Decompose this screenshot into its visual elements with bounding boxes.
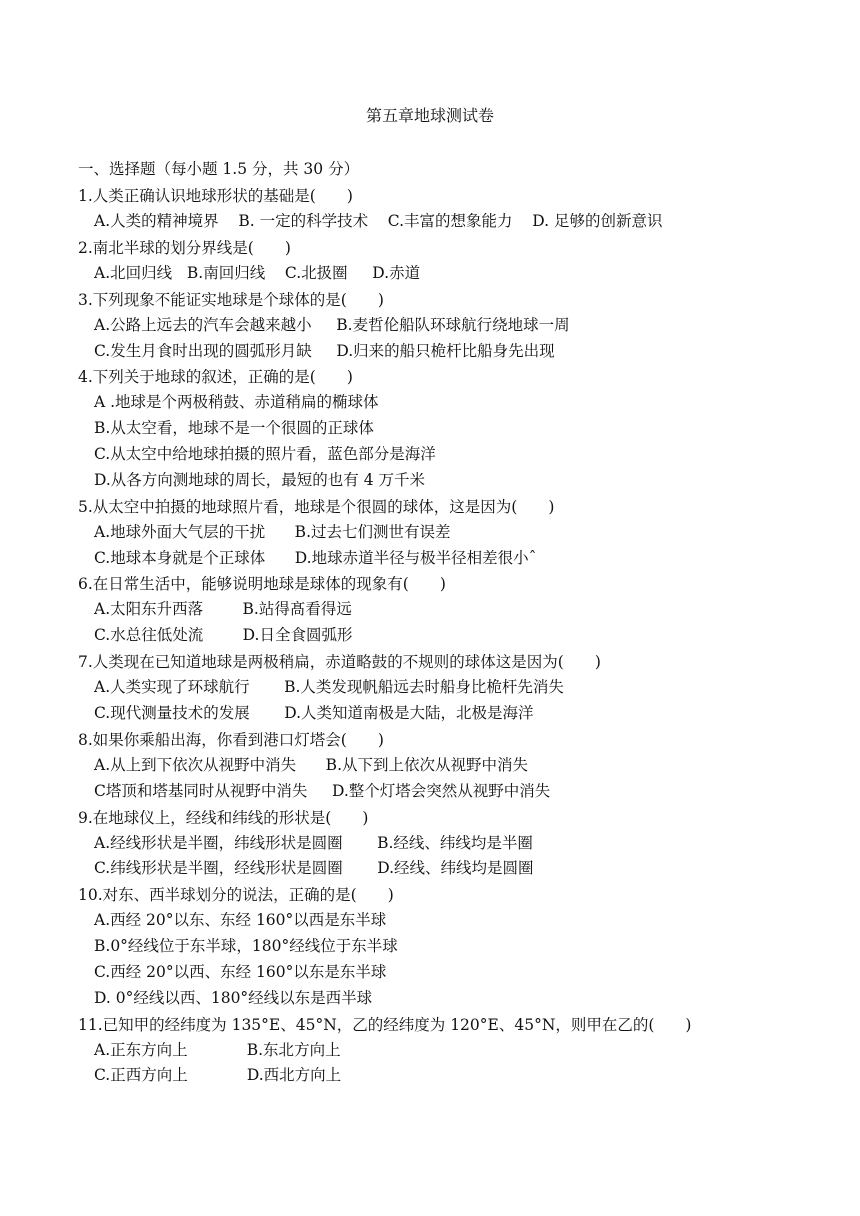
question-stem: 5.从太空中拍摄的地球照片看，地球是个很圆的球体，这是因为( )	[78, 497, 555, 516]
option-line: A.人类实现了环球航行 B.人类发现帆船远去时船身比桅杆先消失	[94, 678, 564, 697]
question-stem: 11.已知甲的经纬度为 135°E、45°N，乙的经纬度为 120°E、45°N，则甲在乙的( )	[78, 1015, 692, 1034]
question-9	[78, 805, 818, 883]
question-2	[78, 235, 818, 287]
option-line: B.0°经线位于东半球，180°经线位于东半球	[94, 937, 398, 956]
question-stem: 2.南北半球的划分界线是( )	[78, 238, 291, 257]
option-line: C.从太空中给地球拍摄的照片看，蓝色部分是海洋	[94, 445, 436, 464]
question-4	[78, 364, 818, 493]
option-line: A.公路上远去的汽车会越来越小 B.麦哲伦船队环球航行绕地球一周	[94, 315, 570, 334]
question-stem: 8.如果你乘船出海，你看到港口灯塔会( )	[78, 730, 384, 749]
question-1	[78, 183, 818, 235]
option-line: C.正西方向上 D.西北方向上	[94, 1066, 342, 1085]
question-stem: 7.人类现在已知道地球是两极稍扁，赤道略鼓的不规则的球体这是因为( )	[78, 653, 601, 672]
option-line: A .地球是个两极稍鼓、赤道稍扁的椭球体	[94, 393, 379, 412]
option-line: A.地球外面大气层的干扰 B.过去七们测世有误差	[94, 522, 451, 541]
option-line: A.从上到下依次从视野中消失 B.从下到上依次从视野中消失	[94, 755, 529, 774]
question-3	[78, 287, 818, 365]
option-line: C.纬线形状是半圈，经线形状是圆圈 D.经线、纬线均是圆圈	[94, 859, 534, 878]
option-line: C.西经 20°以西、东经 160°以东是东半球	[94, 962, 387, 981]
question-11	[78, 1012, 818, 1090]
option-line: A.太阳东升西落 B.站得髙看得远	[94, 600, 352, 619]
page-title: 第五章地球测试卷	[365, 106, 494, 125]
option-line: C塔顶和塔基同时从视野中消失 D.整个灯塔会突然从视野中消失	[94, 781, 551, 800]
question-stem: 6.在日常生活中，能够说明地球是球体的现象有( )	[78, 575, 446, 594]
question-stem: 10.对东、西半球划分的说法，正确的是( )	[78, 886, 394, 905]
question-stem: 3.下列现象不能证实地球是个球体的是( )	[78, 290, 384, 309]
option-line: B.从太空看，地球不是一个很圆的正球体	[94, 419, 374, 438]
option-line: D.从各方向测地球的周长，最短的也有 4 万千米	[94, 470, 426, 489]
section-heading: 一、选择题（每小题 1.5 分，共 30 分）	[78, 160, 360, 178]
question-8	[78, 727, 818, 805]
option-line: C.地球本身就是个正球体 D.地球赤道半径与极半径相差很小ˆ	[94, 548, 537, 567]
question-stem: 1.人类正确认识地球形状的基础是( )	[78, 187, 353, 205]
option-line: A.北回归线 B.南回归线 C.北扱圈 D.赤道	[94, 263, 421, 282]
question-stem: 9.在地球仪上，经线和纬线的形状是( )	[78, 808, 369, 827]
question-10	[78, 882, 818, 1011]
option-line: A.正东方向上 B.东北方向上	[94, 1040, 341, 1059]
option-line: A.经线形状是半圈，纬线形状是圆圈 B.经线、纬线均是半圈	[94, 833, 533, 852]
question-list	[78, 183, 818, 1089]
question-stem: 4.下列关于地球的叙述，正确的是( )	[78, 368, 353, 387]
option-line: C.水总往低处流 D.日全食圆弧形	[94, 626, 353, 645]
option-line: D. 0°经线以西、180°经线以东是西半球	[94, 988, 373, 1007]
question-6	[78, 571, 818, 649]
option-line: C.发生月食时出现的圆弧形月缺 D.归来的船只桅杆比船身先出现	[94, 341, 555, 360]
option-line: A.人类的精神境界 B. 一定的科学技术 C.丰富的想象能力 D. 足够的创新意识	[94, 212, 663, 230]
option-line: C.现代测量技术的发展 D.人类知道南极是大陆，北极是海洋	[94, 703, 534, 722]
question-5	[78, 494, 818, 572]
question-7	[78, 649, 818, 727]
option-line: A.西经 20°以东、东经 160°以西是东半球	[94, 911, 387, 930]
